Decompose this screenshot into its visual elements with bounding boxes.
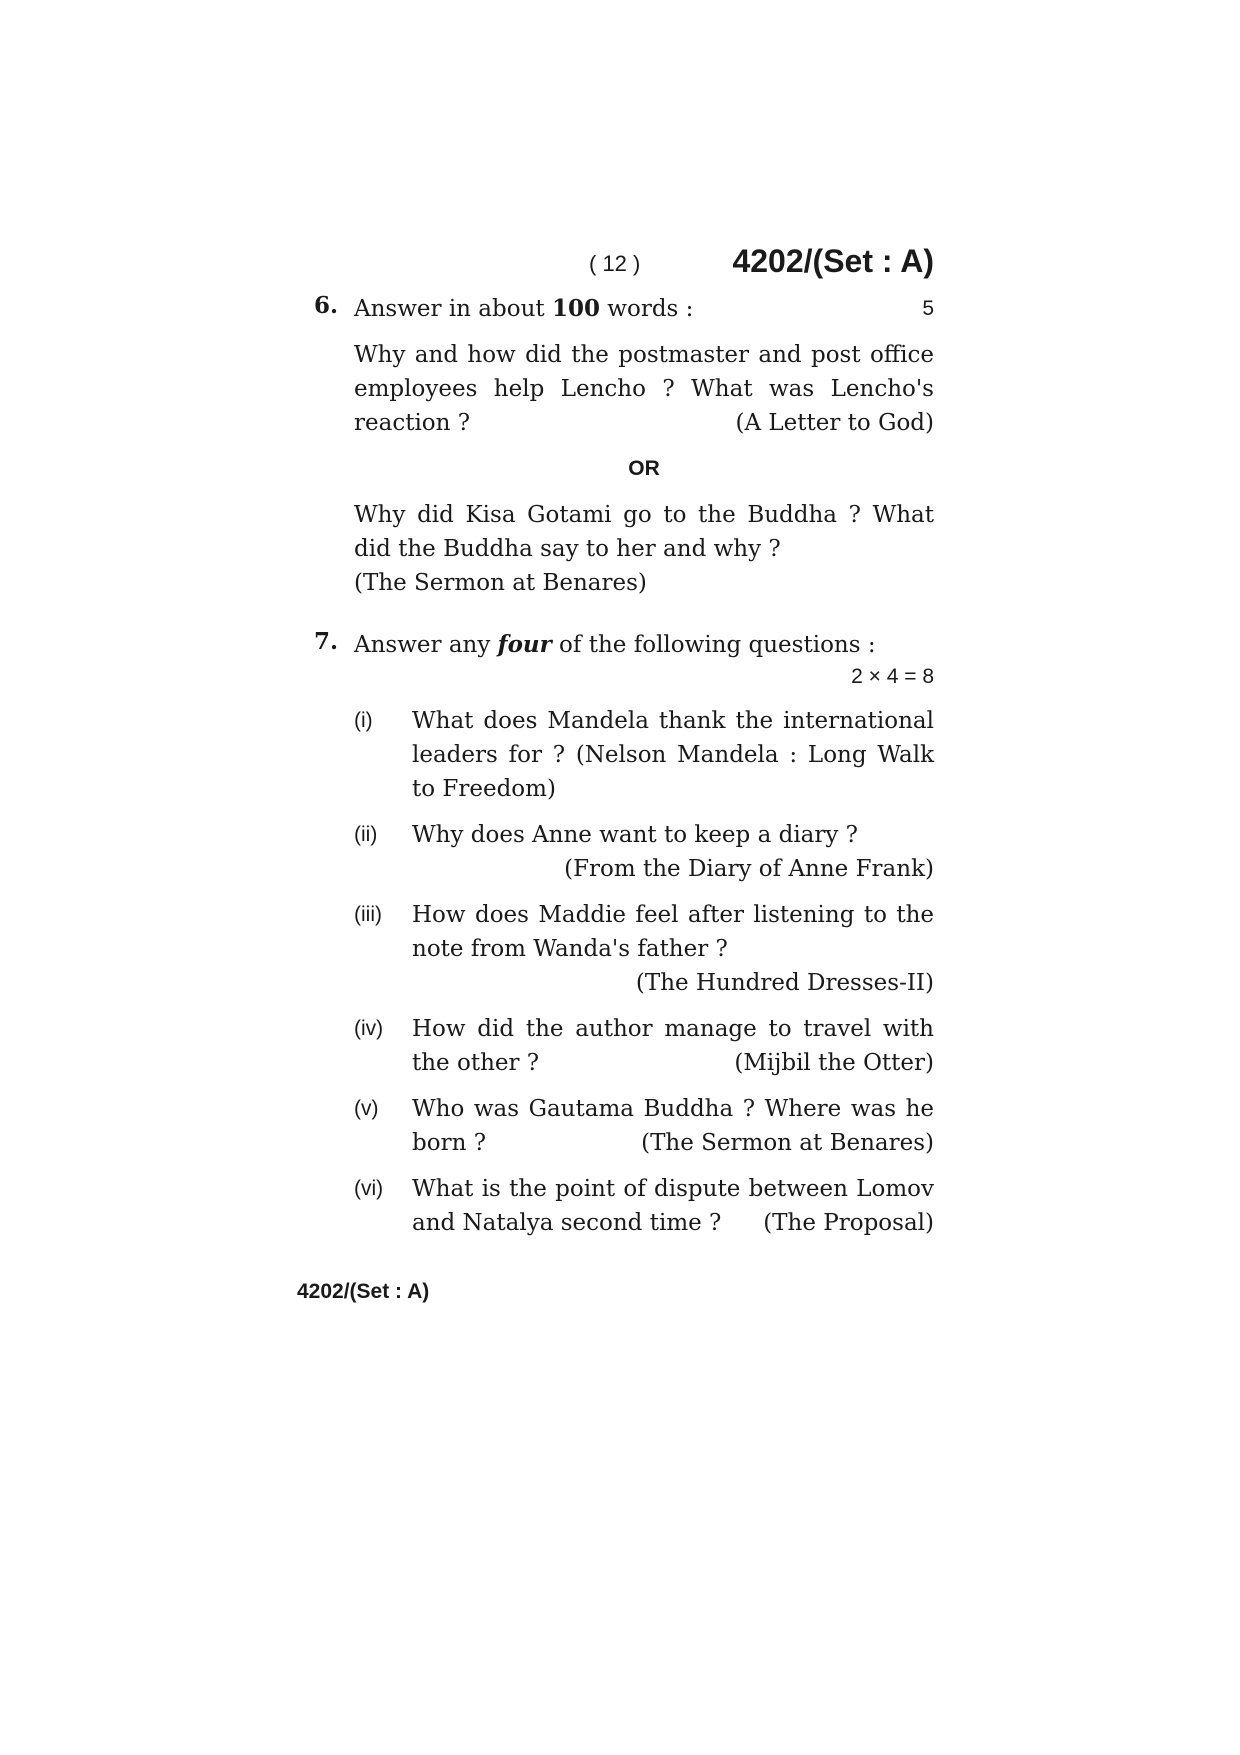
question-prompt <box>354 628 934 662</box>
option-a <box>354 338 934 440</box>
option-b <box>354 498 934 600</box>
sub-question-label: (iv) <box>354 1017 384 1040</box>
prompt-text: words : <box>599 296 694 322</box>
question-prompt <box>354 292 934 326</box>
sub-question-text: What is the point of dispute between Lomov and Natalya second time ? <box>412 1176 934 1236</box>
question-marks: 2 × 4 = 8 <box>851 665 934 688</box>
sub-question-source: (From the Diary of Anne Frank) <box>564 856 934 882</box>
prompt-text: Answer any <box>354 632 498 658</box>
sub-question-label: (v) <box>354 1097 379 1120</box>
sub-question <box>354 898 934 1000</box>
sub-question-label: (iii) <box>354 903 382 926</box>
option-source: (A Letter to God) <box>735 410 934 436</box>
sub-question-text: How does Maddie feel after listening to the note from Wanda's father ? <box>412 902 934 962</box>
question-7 <box>314 628 934 1240</box>
sub-question-text: Who was Gautama Buddha ? Where was he born ? <box>412 1096 934 1156</box>
sub-question-source: (Mijbil the Otter) <box>734 1050 934 1076</box>
sub-question-label: (ii) <box>354 823 378 846</box>
sub-question-label: (vi) <box>354 1177 384 1200</box>
option-text: Why did Kisa Gotami go to the Buddha ? What did the Buddha say to her and why ? <box>354 502 934 562</box>
sub-question-label: (i) <box>354 709 373 732</box>
sub-question-source: (The Hundred Dresses-II) <box>635 970 934 996</box>
sub-question-source: (The Proposal) <box>763 1210 934 1236</box>
or-separator: OR <box>628 457 660 480</box>
page-number: ( 12 ) <box>589 251 641 276</box>
prompt-text: Answer in about <box>354 296 552 322</box>
question-number: 7. <box>314 628 339 655</box>
sub-question-text: How did the author manage to travel with the other ? <box>412 1016 934 1076</box>
sub-question <box>354 704 934 806</box>
prompt-emphasis: 100 <box>551 295 600 322</box>
set-code-footer: 4202/(Set : A) <box>297 1280 430 1303</box>
option-text: Why and how did the postmaster and post office employees help Lencho ? What was Lencho's reaction ? <box>354 342 934 436</box>
sub-question <box>354 818 934 886</box>
sub-question-text: Why does Anne want to keep a diary ? <box>412 822 859 848</box>
question-number: 6. <box>314 292 339 319</box>
prompt-emphasis: four <box>497 631 552 658</box>
question-6 <box>314 292 934 600</box>
set-code-header: 4202/(Set : A) <box>732 243 934 279</box>
option-source: (The Sermon at Benares) <box>354 570 647 596</box>
sub-question-text: What does Mandela thank the international leaders for ? (Nelson Mandela : Long Walk to Freedom) <box>412 708 934 802</box>
sub-question-source: (The Sermon at Benares) <box>641 1130 934 1156</box>
sub-question <box>354 1092 934 1160</box>
sub-question <box>354 1012 934 1080</box>
page-header <box>0 243 1240 293</box>
sub-question <box>354 1172 934 1240</box>
question-marks: 5 <box>922 297 934 320</box>
prompt-text: of the following questions : <box>551 632 876 658</box>
